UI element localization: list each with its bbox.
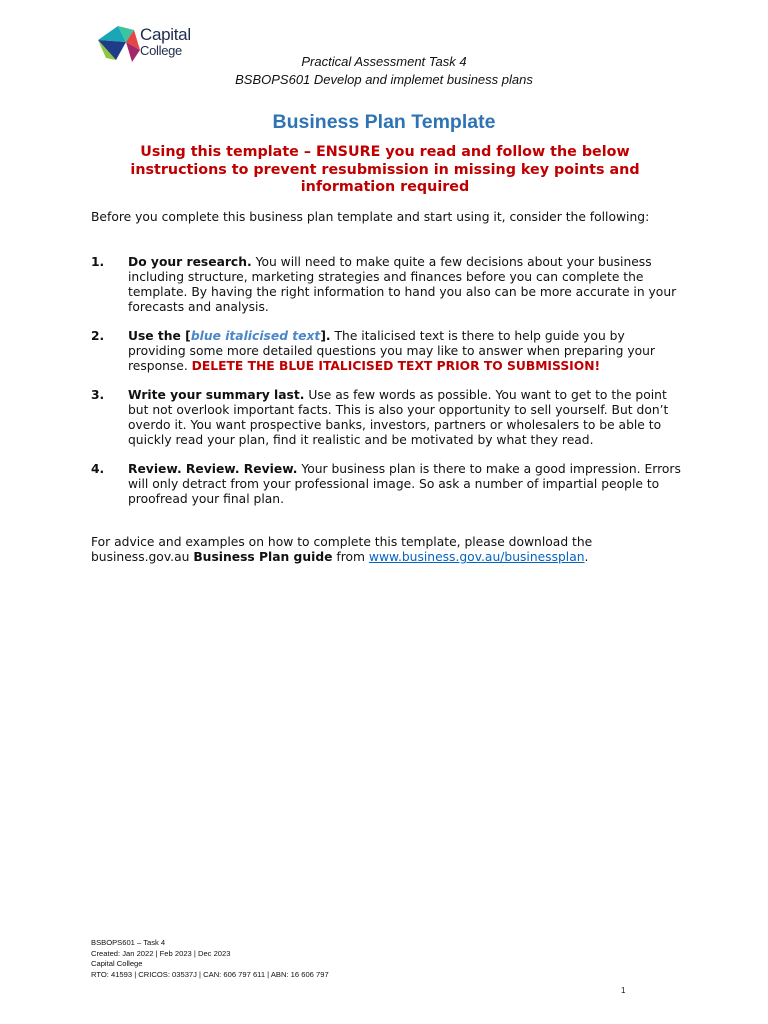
page-footer bbox=[91, 938, 329, 980]
header-unit-line: BSBOPS601 Develop and implemet business plans bbox=[235, 72, 533, 87]
instructions-list bbox=[91, 255, 681, 521]
logo-line-2: College bbox=[140, 43, 182, 58]
advice-paragraph bbox=[91, 535, 681, 565]
advice-text-end: . bbox=[584, 550, 589, 564]
business-plan-link[interactable]: www.business.gov.au/businessplan bbox=[368, 550, 585, 564]
advice-text-mid: from bbox=[332, 550, 369, 564]
item-heading: Use the [ bbox=[128, 329, 191, 343]
list-item bbox=[91, 388, 681, 448]
item-text: Your business plan is there to make a good impression. Errors will only detract from your professional image. So ask a number of impartial people to proofread your final plan. bbox=[128, 462, 681, 506]
footer-college: Capital College bbox=[91, 959, 143, 968]
item-number: 1. bbox=[91, 255, 105, 269]
list-item bbox=[91, 255, 681, 315]
page-title: Business Plan Template bbox=[272, 111, 496, 133]
header-task-line: Practical Assessment Task 4 bbox=[301, 54, 467, 69]
item-text: Use as few words as possible. You want to get to the point but not overlook important facts. This is also your opportunity to sell yourself. But don’t overdo it. You want prospective banks, investors, partners or wholesalers to be able to quickly read your plan, find it realistic and be motivated by what they read. bbox=[128, 388, 669, 447]
delete-warning: DELETE THE BLUE ITALICISED TEXT PRIOR TO SUBMISSION! bbox=[191, 359, 601, 373]
footer-registration: RTO: 41593 | CRICOS: 03537J | CAN: 606 797 611 | ABN: 16 606 797 bbox=[91, 969, 329, 979]
item-heading: Write your summary last. bbox=[128, 388, 305, 402]
logo-line-1: Capital bbox=[140, 25, 191, 44]
footer-unit: BSBOPS601 – Task 4 bbox=[91, 938, 166, 947]
advice-text: For advice and examples on how to complete this template, please download the business.gov.au bbox=[91, 535, 593, 564]
logo-wordmark bbox=[140, 26, 191, 57]
list-item bbox=[91, 462, 681, 507]
advice-guide-name: Business Plan guide bbox=[193, 550, 333, 564]
list-item bbox=[91, 329, 681, 374]
instructions-warning: Using this template – ENSURE you read and follow the below instructions to prevent resubmission in missing key points and information required bbox=[130, 144, 640, 195]
page-number: 1 bbox=[621, 986, 626, 995]
footer-dates: Created: Jan 2022 | Feb 2023 | Dec 2023 bbox=[91, 948, 231, 958]
item-number: 4. bbox=[91, 462, 105, 476]
item-text: You will need to make quite a few decisions about your business including structure, marketing strategies and finances before you can complete the template. By having the right information to hand you also can be more accurate in your forecasts and analysis. bbox=[128, 255, 677, 314]
item-number: 3. bbox=[91, 388, 105, 402]
item-heading-end: ]. bbox=[320, 329, 331, 343]
blue-italic-sample: blue italicised text bbox=[190, 329, 321, 343]
item-number: 2. bbox=[91, 329, 105, 343]
item-text: The italicised text is there to help guide you by providing some more detailed questions you may like to answer when preparing your response. bbox=[128, 329, 655, 373]
item-heading: Review. Review. Review. bbox=[128, 462, 298, 476]
intro-paragraph: Before you complete this business plan template and start using it, consider the following: bbox=[91, 210, 650, 224]
item-heading: Do your research. bbox=[128, 255, 252, 269]
